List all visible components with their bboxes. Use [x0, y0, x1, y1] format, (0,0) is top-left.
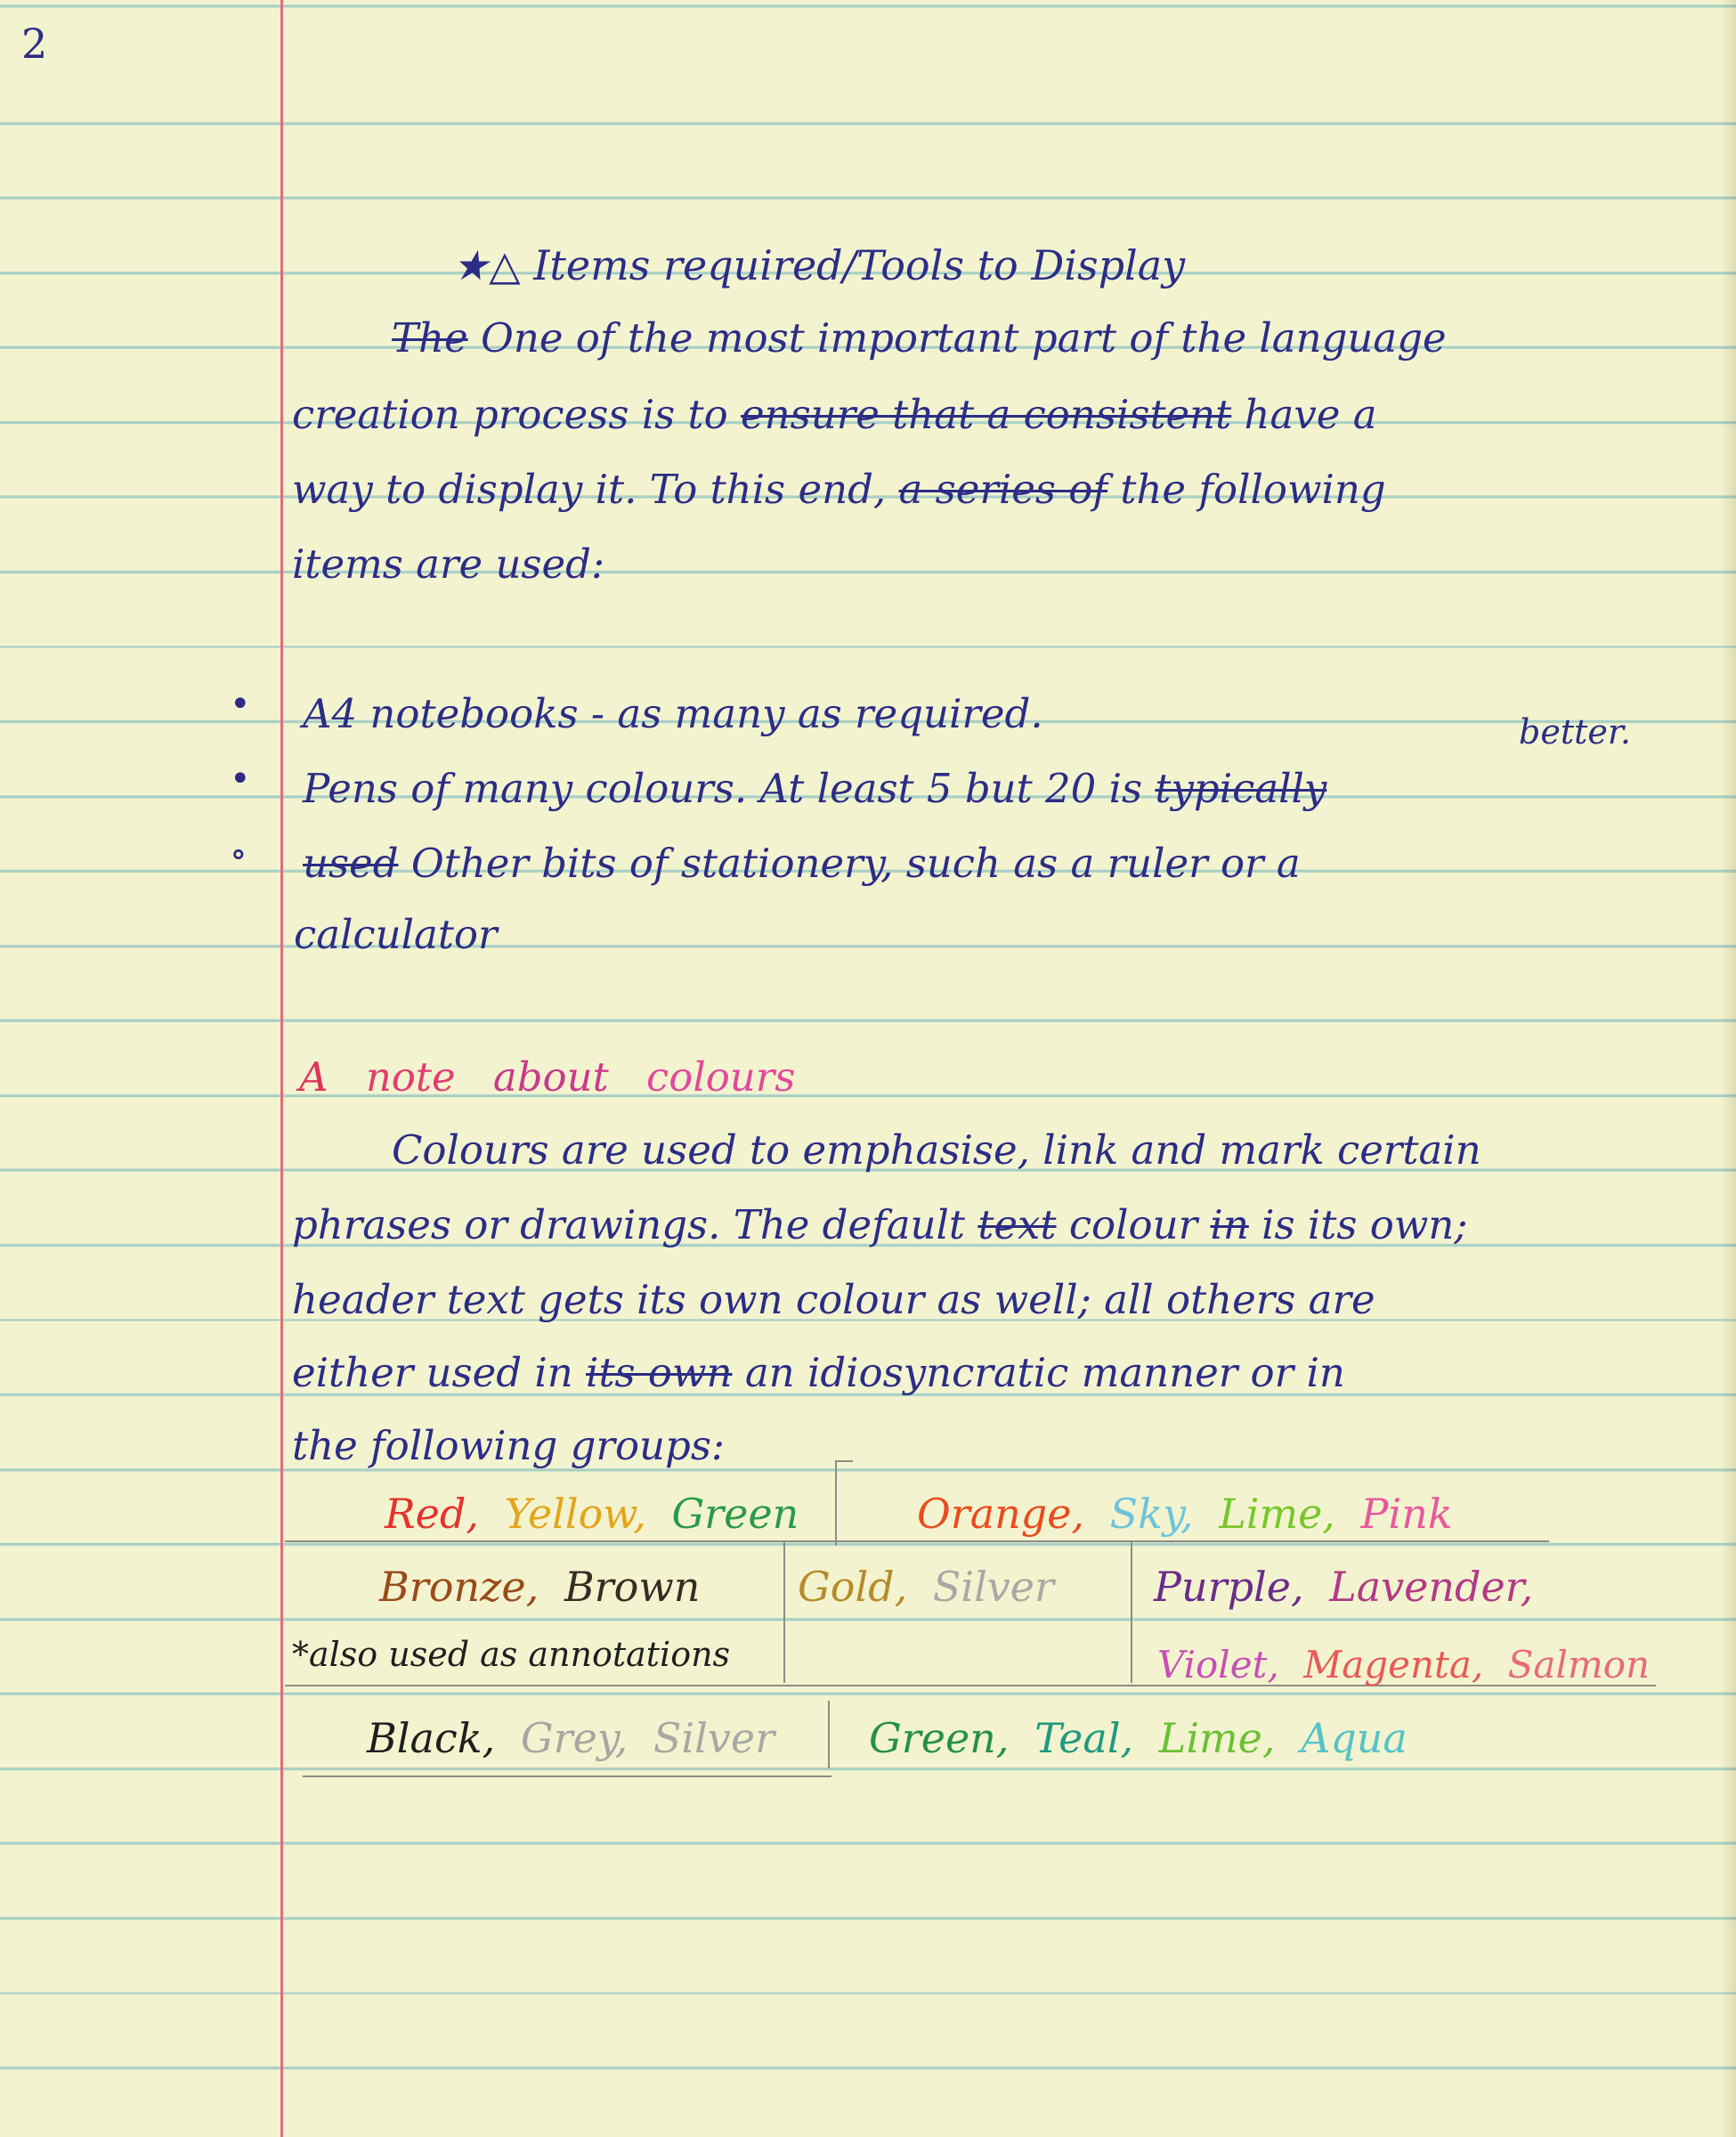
- colour-word: Grey,: [520, 1714, 629, 1762]
- colour-group-purple-line2: [1157, 1638, 1662, 1692]
- group-divider: [1131, 1540, 1132, 1683]
- bullet-circle-icon: ∘: [230, 833, 247, 874]
- struck-phrase: ensure that a consistent: [741, 391, 1232, 438]
- intro-line-4: items are used:: [292, 540, 605, 588]
- group-divider: [835, 1460, 853, 1462]
- note-word: colours: [646, 1053, 796, 1101]
- struck-word: in: [1210, 1201, 1249, 1248]
- struck-phrase: a series of: [898, 466, 1108, 513]
- colour-group-bright: [917, 1487, 1465, 1540]
- section-heading: [452, 239, 1185, 292]
- note-line-2: phrases or drawings. The default text colour in is its own;: [292, 1201, 1468, 1248]
- struck-phrase: its own: [586, 1349, 733, 1396]
- group-divider: [783, 1540, 785, 1683]
- group-divider: [835, 1460, 837, 1546]
- bullet-item-3: used Other bits of stationery, such as a ruler or a: [303, 840, 1301, 887]
- colour-word: Lavender,: [1329, 1563, 1534, 1611]
- colour-word: Red,: [385, 1490, 479, 1538]
- colour-word: Green,: [869, 1714, 1010, 1762]
- annotation-note: *also used as annotations: [292, 1635, 731, 1674]
- note-word: about: [492, 1053, 609, 1101]
- colour-word: Lime,: [1158, 1714, 1276, 1762]
- colour-word: Bronze,: [379, 1563, 539, 1611]
- struck-word: The: [392, 314, 468, 362]
- intro-line-2: creation process is to ensure that a consistent have a: [292, 391, 1377, 438]
- heading-text: Items required/Tools to Display: [533, 241, 1186, 289]
- colour-word: Magenta,: [1303, 1643, 1484, 1686]
- group-divider: [303, 1775, 831, 1777]
- colour-group-earth: [379, 1560, 712, 1613]
- page-edge-shadow: [1720, 0, 1736, 2137]
- note-line-5: the following groups:: [292, 1422, 726, 1469]
- colour-group-green: [869, 1711, 1420, 1765]
- colour-word: Violet,: [1157, 1643, 1279, 1686]
- colour-word: Orange,: [917, 1490, 1085, 1538]
- colour-word: Purple,: [1154, 1563, 1304, 1611]
- intro-line-3: way to display it. To this end, a series of the following: [292, 466, 1386, 513]
- group-divider: [828, 1701, 830, 1768]
- colour-word: Silver: [932, 1563, 1054, 1611]
- note-word: A: [299, 1053, 329, 1101]
- star-triangle-icon: ★△: [452, 241, 521, 289]
- colour-word: Aqua: [1301, 1714, 1407, 1762]
- struck-word: used: [303, 840, 399, 887]
- note-heading: [299, 1051, 820, 1104]
- colour-word: Teal,: [1034, 1714, 1134, 1762]
- note-line-3: header text gets its own colour as well; all others are: [292, 1276, 1375, 1323]
- colour-group-mono: [367, 1711, 787, 1765]
- inserted-word: better.: [1519, 712, 1631, 752]
- bullet-item-2: Pens of many colours. At least 5 but 20 is typically: [303, 765, 1327, 812]
- note-line-4: either used in its own an idiosyncratic manner or in: [292, 1349, 1345, 1396]
- struck-word: typically: [1155, 765, 1327, 812]
- colour-word: Pink: [1360, 1490, 1453, 1538]
- colour-word: Brown: [564, 1563, 701, 1611]
- colour-word: Green: [671, 1490, 799, 1538]
- note-word: note: [365, 1053, 456, 1101]
- colour-word: Salmon: [1507, 1643, 1651, 1686]
- page-number: 2: [21, 20, 48, 68]
- struck-word: text: [978, 1201, 1057, 1248]
- colour-group-metallic: [798, 1560, 1067, 1613]
- note-line-1: Colours are used to emphasise, link and mark certain: [392, 1126, 1481, 1174]
- colour-word: Sky,: [1109, 1490, 1194, 1538]
- colour-word: Silver: [653, 1714, 775, 1762]
- bullet-continuation: calculator: [294, 911, 498, 958]
- margin-line: [280, 0, 283, 2137]
- colour-word: Yellow,: [504, 1490, 646, 1538]
- group-divider: [285, 1540, 1549, 1542]
- bullet-item-1: A4 notebooks - as many as required.: [303, 690, 1043, 737]
- colour-word: Lime,: [1219, 1490, 1335, 1538]
- intro-line-1: The One of the most important part of the language: [392, 314, 1447, 362]
- colour-group-purple: [1154, 1560, 1545, 1613]
- colour-word: Gold,: [798, 1563, 908, 1611]
- bullet-dot-icon: •: [230, 684, 251, 725]
- colour-word: Black,: [367, 1714, 496, 1762]
- colour-group-primary: [385, 1487, 811, 1540]
- bullet-dot-icon: •: [230, 759, 251, 800]
